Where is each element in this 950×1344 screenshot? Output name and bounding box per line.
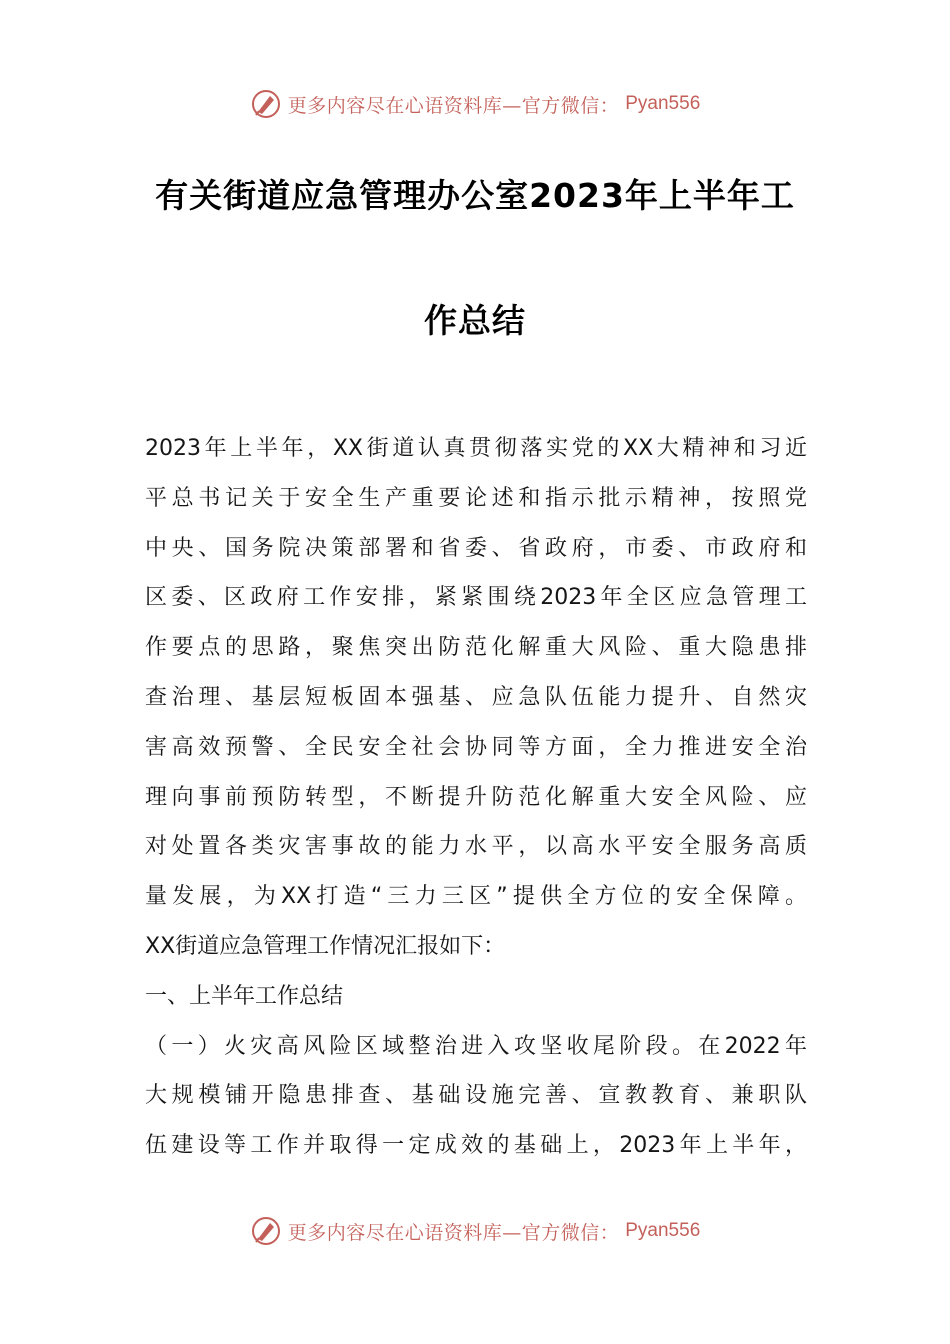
body-line: 2023年上半年，XX街道认真贯彻落实党的XX大精神和习近 — [145, 436, 807, 461]
body-line: 中央、国务院决策部署和省委、省政府，市委、市政府和 — [145, 535, 807, 561]
body-line: 作要点的思路，聚焦突出防范化解重大风险、重大隐患排 — [145, 635, 807, 661]
body-line: 理向事前预防转型，不断提升防范化解重大安全风险、应 — [145, 784, 807, 810]
body-line: 对处置各类灾害事故的能力水平，以高水平安全服务高质 — [145, 834, 807, 860]
body-line: 伍建设等工作并取得一定成效的基础上，2023年上半年， — [145, 1133, 807, 1159]
watermark-header — [0, 84, 950, 124]
watermark-text: 更多内容尽在心语资料库—官方微信： — [287, 1221, 620, 1244]
watermark-wechat-id: Pyan556 — [625, 93, 701, 114]
watermark-footer — [0, 1211, 950, 1251]
watermark-text: 更多内容尽在心语资料库—官方微信： — [287, 94, 620, 117]
pen-nib-logo-icon — [250, 88, 282, 120]
body-line: （一）火灾高风险区域整治进入攻坚收尾阶段。在2022年 — [145, 1033, 807, 1059]
document-body — [145, 424, 807, 1171]
document-title-line-2: 作总结 — [424, 301, 526, 340]
body-line: XX街道应急管理工作情况汇报如下： — [145, 933, 506, 959]
body-line: 害高效预警、全民安全社会协同等方面，全力推进安全治 — [145, 734, 807, 760]
section-heading: 一、上半年工作总结 — [145, 983, 344, 1009]
watermark-wechat-id: Pyan556 — [625, 1220, 701, 1241]
body-line: 区委、区政府工作安排，紧紧围绕2023年全区应急管理工 — [145, 585, 807, 611]
pen-nib-logo-icon — [250, 1215, 282, 1247]
body-line: 量发展，为XX打造“三力三区”提供全方位的安全保障。 — [145, 884, 807, 910]
body-line: 查治理、基层短板固本强基、应急队伍能力提升、自然灾 — [145, 684, 807, 710]
document-title-line-1: 有关街道应急管理办公室2023年上半年工 — [155, 176, 795, 215]
body-line: 平总书记关于安全生产重要论述和指示批示精神，按照党 — [145, 485, 807, 511]
body-line: 大规模铺开隐患排查、基础设施完善、宣教教育、兼职队 — [145, 1083, 807, 1109]
